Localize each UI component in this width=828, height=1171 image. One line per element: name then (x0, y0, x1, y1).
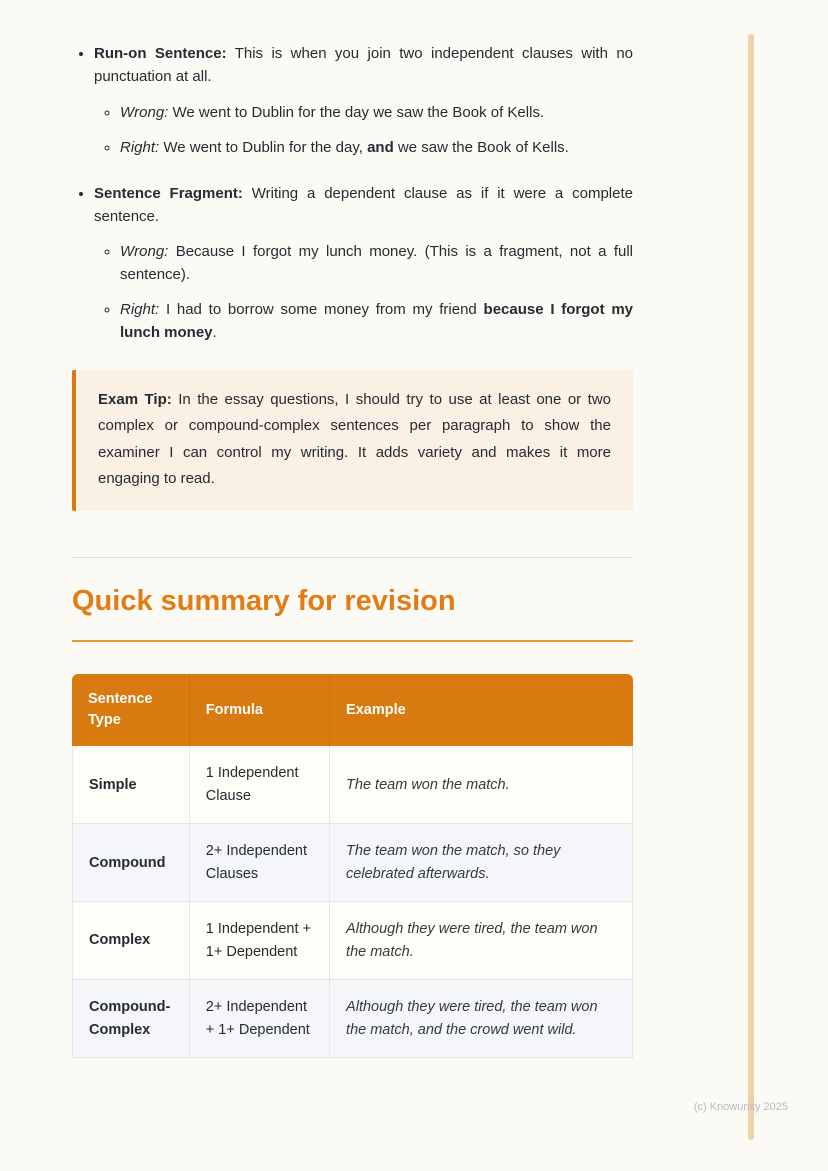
list-item-sentence-fragment (94, 182, 633, 345)
section-divider (72, 557, 633, 558)
cell-formula: 1 Independent + 1+ Dependent (190, 902, 330, 980)
column-header-formula: Formula (190, 674, 330, 746)
list-item-right-example (120, 299, 633, 344)
example-label: Wrong: (120, 103, 169, 121)
cell-formula: 1 Independent Clause (190, 746, 330, 824)
example-text: We went to Dublin for the day we saw the Book of Kells. (168, 103, 545, 121)
copyright-watermark: (c) Knowunity 2025 (693, 1101, 788, 1113)
fragment-examples-list (98, 241, 633, 344)
heading-underline (72, 640, 633, 642)
table-header-row (72, 674, 633, 746)
table-row (72, 746, 633, 824)
example-text-after: . (212, 323, 217, 341)
example-bold-text: because I forgot my lunch money (120, 301, 633, 341)
list-item-text: This is when you join two independent clauses with no punctuation at all. (94, 45, 634, 86)
column-header-example: Example (330, 674, 633, 746)
column-header-sentence-type: Sentence Type (72, 674, 190, 746)
list-item-text: Writing a dependent clause as if it were a complete sentence. (94, 184, 633, 225)
grammar-errors-list (72, 42, 633, 344)
exam-tip-callout (72, 370, 633, 511)
list-item-wrong-example (120, 102, 633, 125)
cell-sentence-type: Compound-Complex (72, 980, 190, 1058)
list-item-right-example (120, 137, 633, 160)
list-item-lead: Sentence Fragment: (94, 184, 243, 202)
table-row (72, 902, 633, 980)
run-on-examples-list (98, 102, 633, 160)
cell-example: Although they were tired, the team won the match. (330, 902, 633, 980)
cell-example: The team won the match, so they celebrated afterwards. (330, 824, 633, 902)
cell-sentence-type: Compound (72, 824, 190, 902)
cell-formula: 2+ Independent Clauses (190, 824, 330, 902)
callout-label: Exam Tip: (98, 391, 172, 408)
cell-example: Although they were tired, the team won the match, and the crowd went wild. (330, 980, 633, 1058)
table-row (72, 980, 633, 1058)
cell-formula: 2+ Independent + 1+ Dependent (190, 980, 330, 1058)
cell-example: The team won the match. (330, 746, 633, 824)
cell-sentence-type: Simple (72, 746, 190, 824)
cell-sentence-type: Complex (72, 902, 190, 980)
list-item-run-on-sentence (94, 42, 633, 160)
list-item-wrong-example (120, 241, 633, 286)
list-item-lead: Run-on Sentence: (94, 45, 227, 62)
page-scrollbar[interactable] (748, 34, 754, 1140)
example-text: I had to borrow some money from my friend (159, 301, 484, 318)
example-text: Because I forgot my lunch money. (This is a fragment, not a full sentence). (120, 243, 633, 283)
document-body (72, 42, 633, 1058)
page-title: Quick summary for revision (72, 585, 456, 617)
example-label: Right: (120, 301, 160, 318)
sentence-summary-table (72, 674, 633, 1058)
example-text-after: we saw the Book of Kells. (393, 139, 569, 156)
callout-text: In the essay questions, I should try to use at least one or two complex or compound-complex sentences per paragraph to show the examiner I can control my writing. It adds variety and makes it more engaging to read. (98, 391, 611, 487)
example-text: We went to Dublin for the day, (159, 139, 368, 156)
table-row (72, 824, 633, 902)
example-bold-text: and (367, 139, 394, 156)
example-label: Right: (120, 139, 160, 156)
example-label: Wrong: (120, 243, 169, 260)
